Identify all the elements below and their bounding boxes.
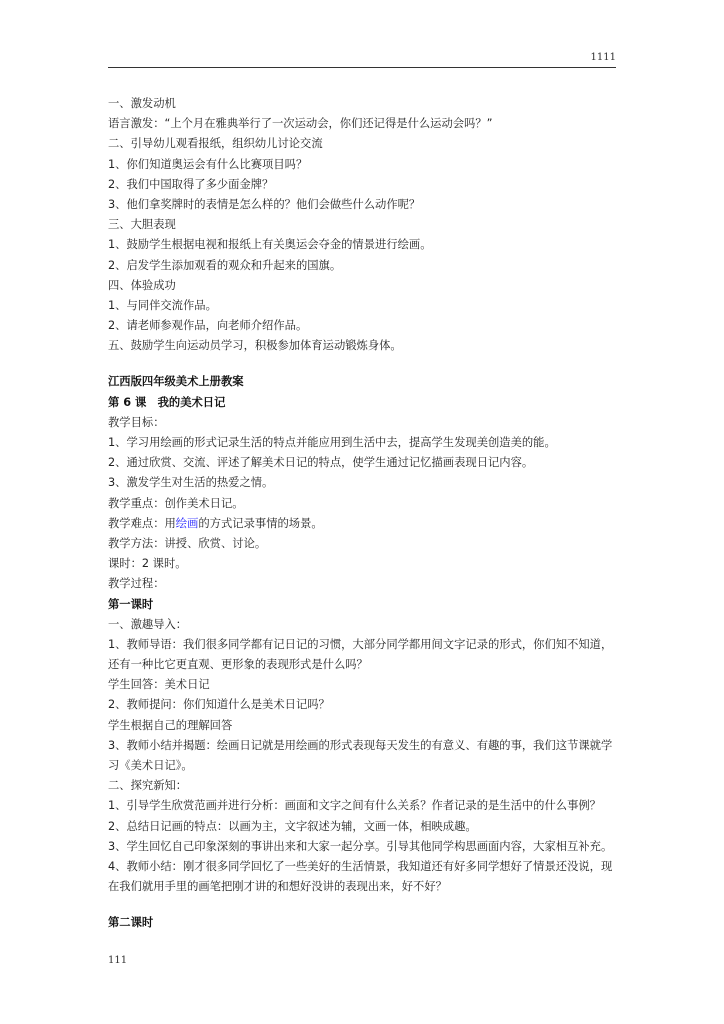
text-line: 2、通过欣赏、交流、评述了解美术日记的特点，使学生通过记忆描画表现日记内容。 <box>108 456 534 470</box>
text-line: 教学过程： <box>108 577 165 591</box>
text-line: 2、启发学生添加观看的观众和升起来的国旗。 <box>108 258 342 272</box>
text-paragraph: 1、引导学生欣赏范画并进行分析：画面和文字之间有什么关系？作者记录的是生活中的什么事例？ <box>108 799 601 813</box>
header-page-number: 1111 <box>590 52 616 63</box>
lesson-one-heading: 第一课时 <box>108 597 154 611</box>
text-line: 2、总结日记画的特点：以画为主，文字叙述为辅，文画一体，相映成趣。 <box>108 819 477 833</box>
text-line: 3、激发学生对生活的热爱之情。 <box>108 476 274 490</box>
text-line: 1、鼓励学生根据电视和报纸上有关奥运会夺金的情景进行绘画。 <box>108 238 432 252</box>
header-divider <box>108 67 616 68</box>
heading-motivation: 一、激发动机 <box>108 97 176 110</box>
text-segment: 教学难点：用 <box>108 516 176 530</box>
text-line: 学生回答：美术日记 <box>108 678 210 692</box>
text-line: 1、与同伴交流作品。 <box>108 298 217 312</box>
text-line: 一、激趣导入： <box>108 617 188 631</box>
text-line: 学生根据自己的理解回答 <box>108 718 233 732</box>
text-line: 2、请老师参观作品，向老师介绍作品。 <box>108 319 308 333</box>
text-line: 2、我们中国取得了多少面金牌？ <box>108 177 274 191</box>
text-line: 3、他们拿奖牌时的表情是怎么样的？他们会做些什么动作呢？ <box>108 197 421 211</box>
lesson-title: 第 6 课 我的美术日记 <box>108 395 226 409</box>
text-line: 教学目标： <box>108 415 165 429</box>
text-line: 二、探究新知： <box>108 779 188 793</box>
section-gap <box>108 356 618 372</box>
text-line: 1、学习用绘画的形式记录生活的特点并能应用到生活中去，提高学生发现美创造美的能。 <box>108 436 556 449</box>
text-paragraph: 1、教师导语：我们很多同学都有记日记的习惯，大部分同学都用间文字记录的形式，你们知不知道，还有一种比它更直观、更形象的表现形式是什么吗？ <box>108 637 613 672</box>
heading-express: 三、大胆表现 <box>108 218 176 232</box>
footer-page-number: 111 <box>108 955 128 966</box>
page-header <box>108 52 616 66</box>
heading-experience: 四、体验成功 <box>108 278 176 292</box>
text-line: 1、你们知道奥运会有什么比赛项目吗？ <box>108 157 308 171</box>
text-paragraph: 3、教师小结并揭题：绘画日记就是用绘画的形式表现每天发生的有意义、有趣的事，我们这节课就学习《美术日记》。 <box>108 738 613 773</box>
text-line: 五、鼓励学生向运动员学习，积极参加体育运动锻炼身体。 <box>108 339 402 353</box>
text-paragraph: 3、学生回忆自己印象深刻的事讲出来和大家一起分享。引导其他同学构思画面内容，大家相互补充。 <box>108 839 613 853</box>
text-line: 教学重点：创作美术日记。 <box>108 496 244 510</box>
text-line <box>108 514 618 534</box>
text-line: 教学方法：讲授、欣赏、讨论。 <box>108 536 267 550</box>
text-line: 语言激发：“上个月在雅典举行了一次运动会，你们还记得是什么运动会吗？” <box>108 117 493 131</box>
painting-link[interactable]: 绘画 <box>175 516 199 530</box>
lesson-two-heading: 第二课时 <box>108 916 154 930</box>
heading-guide: 二、引导幼儿观看报纸，组织幼儿讨论交流 <box>108 137 323 151</box>
text-line: 课时：2 课时。 <box>108 557 187 571</box>
text-segment: 的方式记录事情的场景。 <box>198 516 323 530</box>
text-paragraph: 4、教师小结：刚才很多同学回忆了一些美好的生活情景，我知道还有好多同学想好了情景还没说，现在我们就用手里的画笔把刚才讲的和想好没讲的表现出来，好不好？ <box>108 860 613 894</box>
lesson-plan-title: 江西版四年级美术上册教案 <box>108 375 244 389</box>
document-body <box>108 94 618 934</box>
section-gap <box>108 897 618 913</box>
text-line: 2、教师提问：你们知道什么是美术日记吗？ <box>108 698 330 712</box>
